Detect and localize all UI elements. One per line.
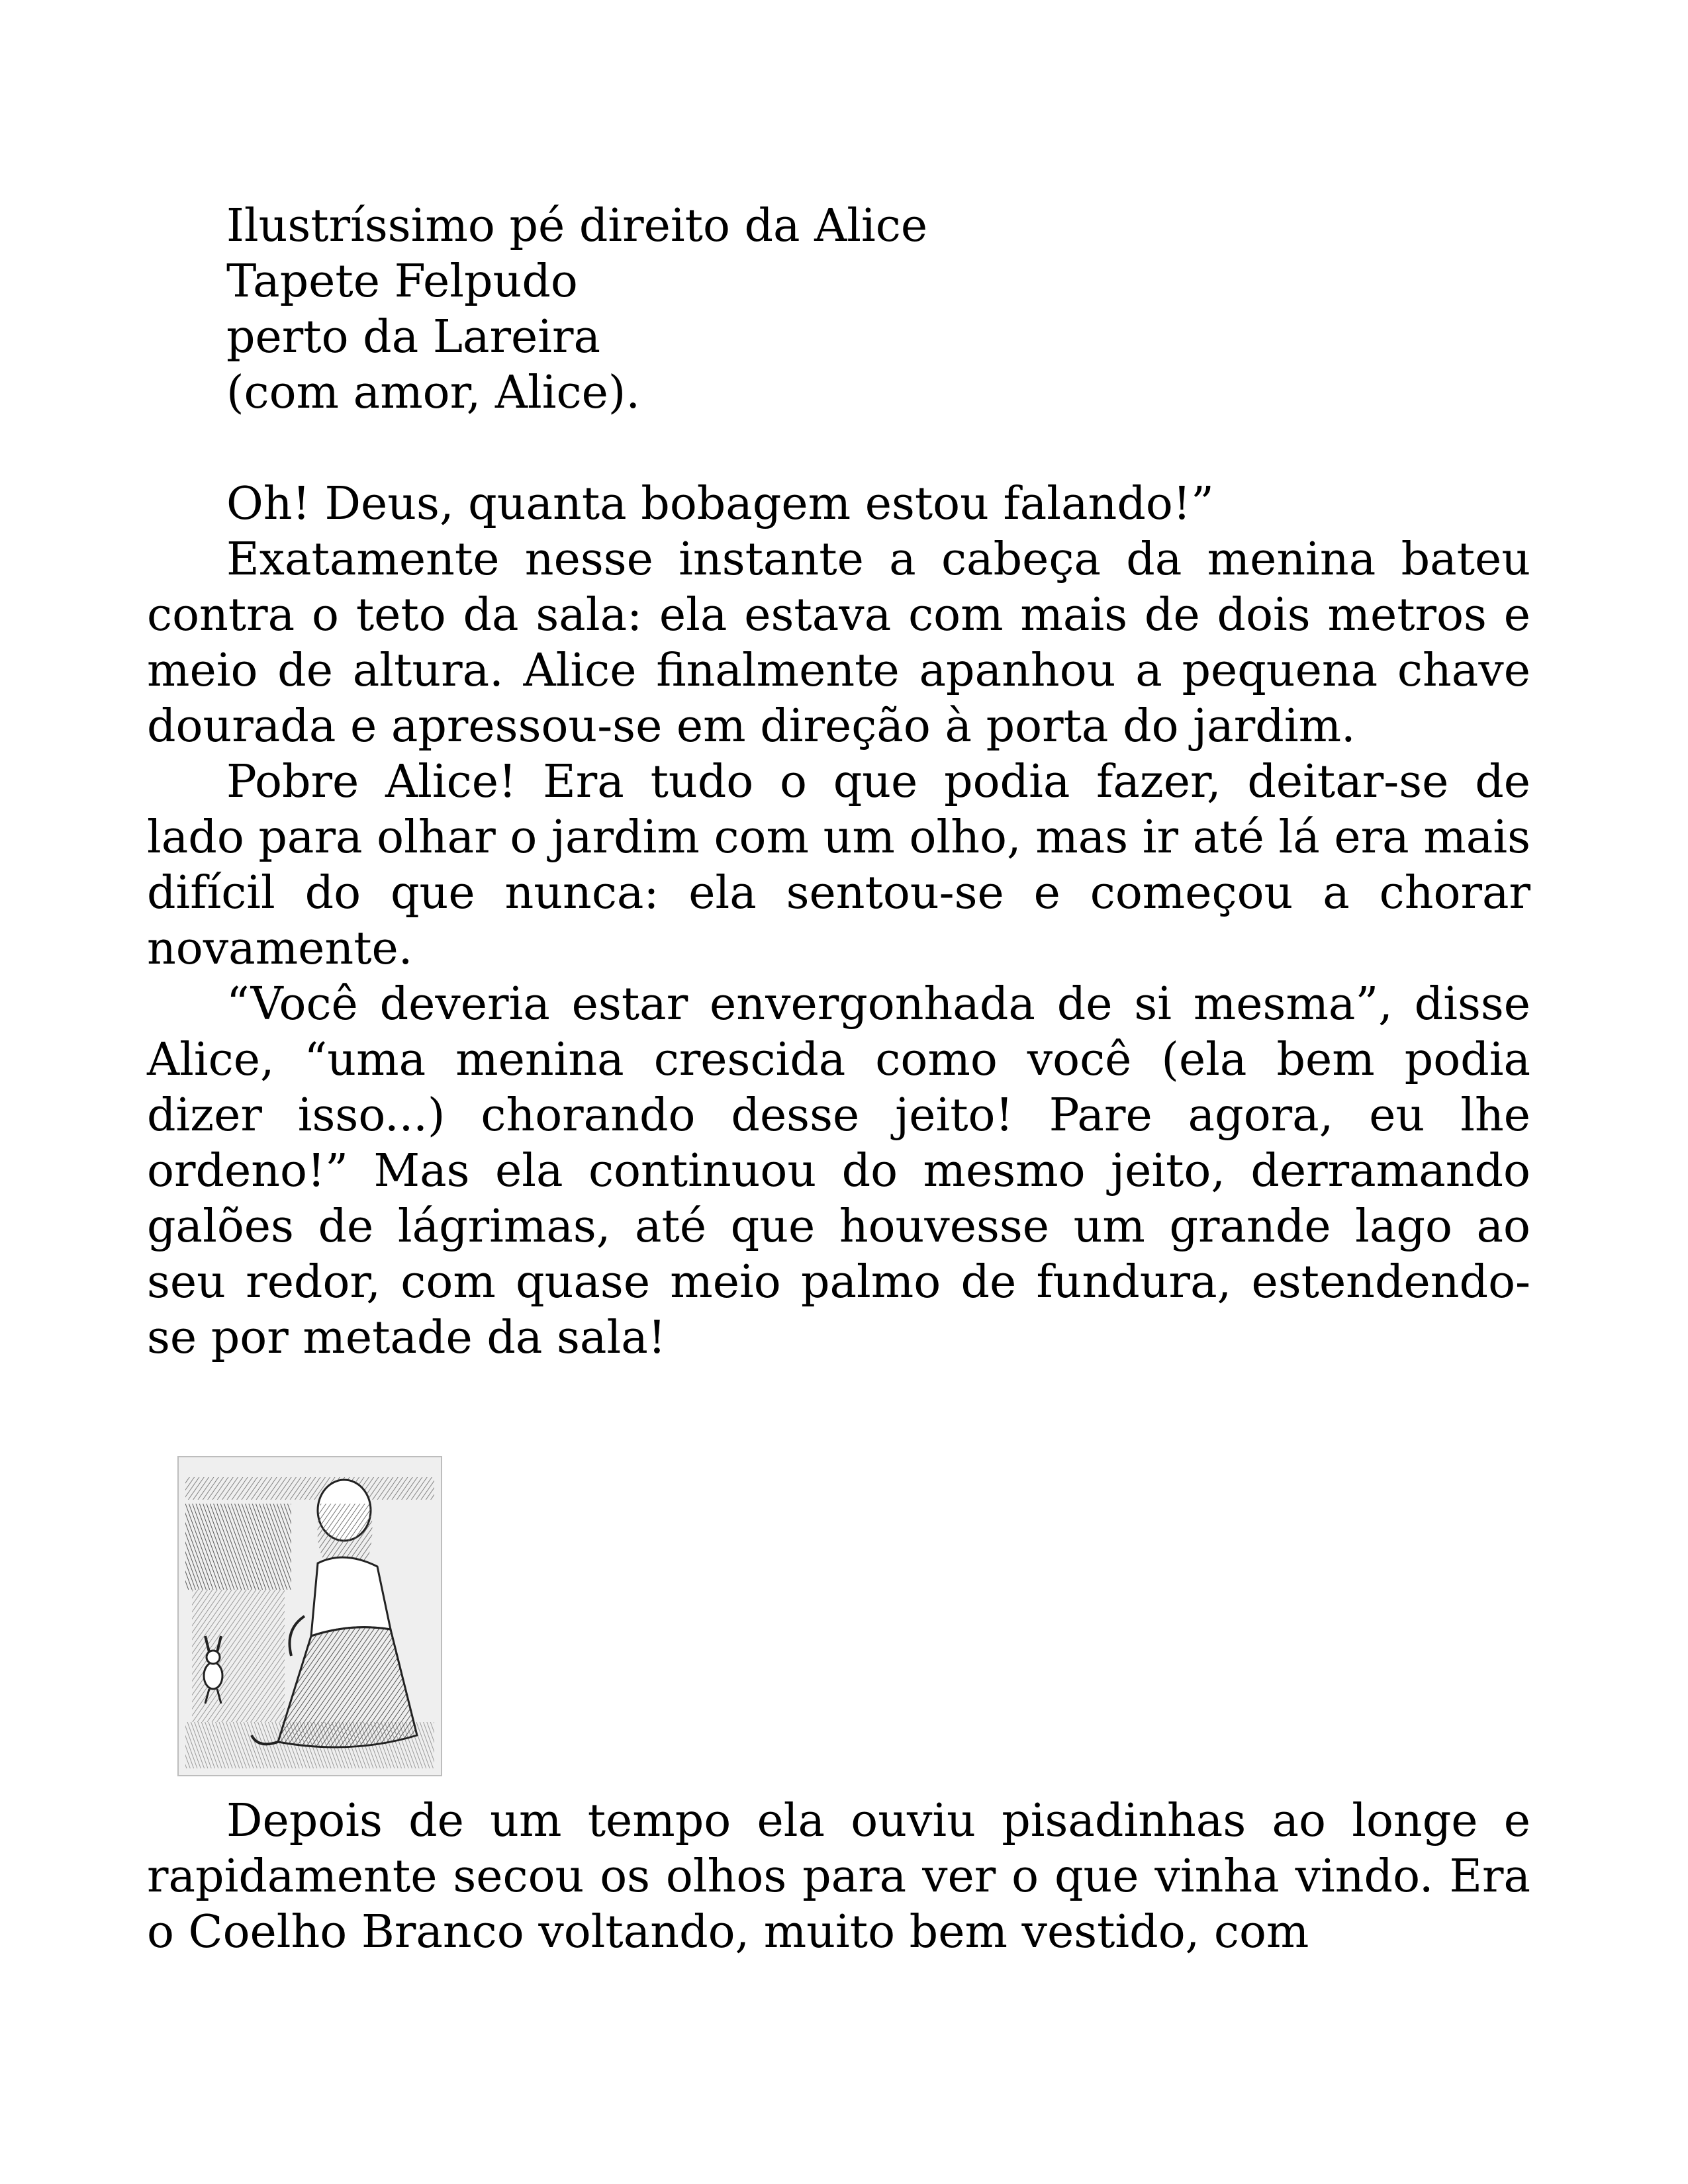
paragraph: Oh! Deus, quanta bobagem estou falando!”: [226, 478, 1214, 530]
paragraph: Exatamente nesse instante a cabeça da menina bateu contra o teto da sala: ela estava com mais de dois metros e meio de altura. Alice finalmente apanhou a pequena chave dourada e apressou-se em direção à porta do jardim.: [147, 533, 1530, 752]
address-line: (com amor, Alice).: [226, 367, 640, 419]
closing-text-block: [147, 1794, 1530, 1960]
address-line: Ilustríssimo pé direito da Alice: [226, 200, 928, 252]
paragraph: “Você deveria estar envergonhada de si mesma”, disse Alice, “uma menina crescida como você (ela bem podia dizer isso...) chorando desse jeito! Pare agora, eu lhe ordeno!” Mas ela continuou do mesmo jeito, derramando galões de lágrimas, até que houvesse um grande lago ao seu redor, com quase meio palmo de fundura, estendendo-se por metade da sala!: [147, 978, 1530, 1364]
main-text-block: [147, 477, 1530, 1366]
address-line: Tapete Felpudo: [226, 255, 578, 308]
paragraph: Depois de um tempo ela ouviu pisadinhas ao longe e rapidamente secou os olhos para ver o que vinha vindo. Era o Coelho Branco voltando, muito bem vestido, com: [147, 1795, 1530, 1958]
letter-address-block: [226, 199, 1484, 421]
address-line: perto da Lareira: [226, 311, 601, 363]
alice-crying-illustration: [177, 1456, 442, 1776]
paragraph: Pobre Alice! Era tudo o que podia fazer, deitar-se de lado para olhar o jardim com um olho, mas ir até lá era mais difícil do que nunca: ela sentou-se e começou a chorar novamente.: [147, 756, 1530, 975]
engraving-image: [179, 1457, 441, 1775]
